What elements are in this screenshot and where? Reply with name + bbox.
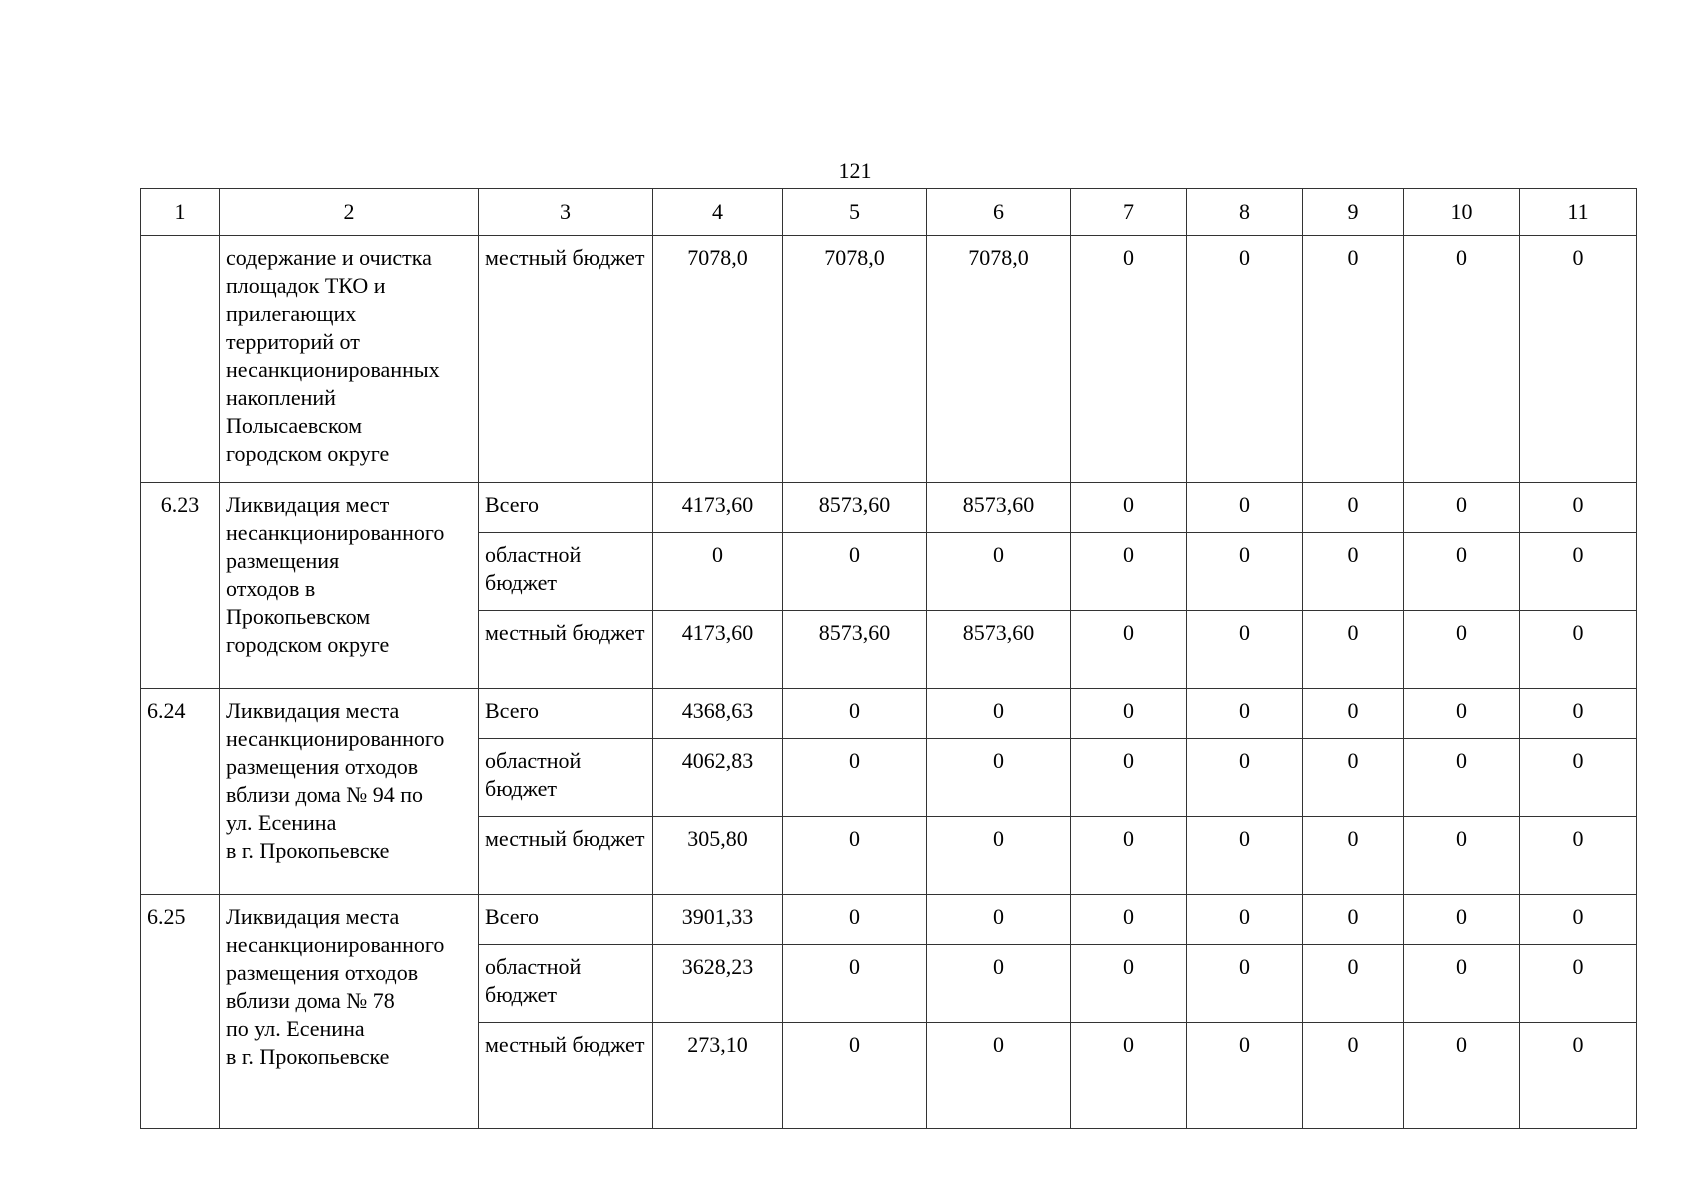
funding-source: областной бюджет <box>479 739 653 817</box>
value-cell: 8573,60 <box>927 611 1071 689</box>
row-name-line: отходов в <box>226 576 316 601</box>
value-cell: 0 <box>783 895 927 945</box>
header-cell: 6 <box>927 189 1071 236</box>
row-name-line: размещения отходов <box>226 754 419 779</box>
row-name-line: Ликвидация места <box>226 698 400 723</box>
value-cell: 0 <box>1187 611 1303 689</box>
value-cell: 0 <box>1303 236 1404 483</box>
value-cell: 0 <box>783 739 927 817</box>
value-cell: 0 <box>1187 689 1303 739</box>
value-cell: 0 <box>1303 739 1404 817</box>
value-cell: 0 <box>1071 1023 1187 1129</box>
row-name-line: городском округе <box>226 441 390 466</box>
value-cell: 0 <box>783 689 927 739</box>
value-cell: 0 <box>783 817 927 895</box>
row-name-line: Ликвидация мест <box>226 492 390 517</box>
page-number: 121 <box>838 158 872 183</box>
row-code: 6.25 <box>141 895 220 1129</box>
value-cell: 3901,33 <box>653 895 783 945</box>
value-cell: 3628,23 <box>653 945 783 1023</box>
row-name-line: размещения отходов <box>226 960 419 985</box>
value-cell: 0 <box>1303 611 1404 689</box>
value-cell: 7078,0 <box>783 236 927 483</box>
value-cell: 0 <box>1303 945 1404 1023</box>
funding-source: местный бюджет <box>479 236 653 483</box>
value-cell: 0 <box>1404 1023 1520 1129</box>
budget-table <box>140 188 1637 1129</box>
value-cell: 4368,63 <box>653 689 783 739</box>
value-cell: 0 <box>1071 817 1187 895</box>
row-name <box>220 689 479 895</box>
header-cell: 10 <box>1404 189 1520 236</box>
value-cell: 0 <box>1187 483 1303 533</box>
row-name-line: несанкционированных <box>226 357 440 382</box>
row-name-line: Ликвидация места <box>226 904 400 929</box>
header-cell: 4 <box>653 189 783 236</box>
row-name-line: прилегающих <box>226 301 357 326</box>
value-cell: 0 <box>783 1023 927 1129</box>
value-cell: 0 <box>1404 236 1520 483</box>
value-cell: 4173,60 <box>653 611 783 689</box>
value-cell: 0 <box>1520 817 1637 895</box>
row-name-line: ул. Есенина <box>226 810 337 835</box>
row-name-line: Полысаевском <box>226 413 363 438</box>
value-cell: 0 <box>1303 817 1404 895</box>
header-cell: 1 <box>141 189 220 236</box>
value-cell: 4173,60 <box>653 483 783 533</box>
funding-source: Всего <box>479 689 653 739</box>
row-name-line: вблизи дома № 94 по <box>226 782 424 807</box>
value-cell: 0 <box>1187 817 1303 895</box>
table-row <box>141 483 1637 533</box>
value-cell: 8573,60 <box>783 611 927 689</box>
value-cell: 0 <box>1071 483 1187 533</box>
value-cell: 0 <box>1187 895 1303 945</box>
header-cell: 8 <box>1187 189 1303 236</box>
value-cell: 0 <box>1404 611 1520 689</box>
value-cell: 0 <box>1071 533 1187 611</box>
value-cell: 0 <box>1520 945 1637 1023</box>
row-name-line: содержание и очистка <box>226 245 432 270</box>
value-cell: 0 <box>1520 236 1637 483</box>
row-name-line: площадок ТКО и <box>226 273 386 298</box>
value-cell: 0 <box>1187 945 1303 1023</box>
table-row <box>141 236 1637 483</box>
header-cell: 5 <box>783 189 927 236</box>
value-cell: 0 <box>1303 895 1404 945</box>
row-name <box>220 236 479 483</box>
value-cell: 0 <box>783 945 927 1023</box>
value-cell: 305,80 <box>653 817 783 895</box>
value-cell: 0 <box>1071 895 1187 945</box>
value-cell: 0 <box>1303 533 1404 611</box>
value-cell: 0 <box>1404 483 1520 533</box>
value-cell: 0 <box>1303 689 1404 739</box>
funding-source: Всего <box>479 483 653 533</box>
value-cell: 0 <box>927 533 1071 611</box>
header-cell: 7 <box>1071 189 1187 236</box>
value-cell: 0 <box>927 1023 1071 1129</box>
funding-source: областной бюджет <box>479 533 653 611</box>
value-cell: 7078,0 <box>927 236 1071 483</box>
header-cell: 2 <box>220 189 479 236</box>
value-cell: 0 <box>1404 895 1520 945</box>
value-cell: 0 <box>1520 739 1637 817</box>
value-cell: 0 <box>927 689 1071 739</box>
value-cell: 0 <box>927 739 1071 817</box>
value-cell: 0 <box>1071 611 1187 689</box>
value-cell: 8573,60 <box>783 483 927 533</box>
row-name-line: несанкционированного <box>226 932 445 957</box>
row-name-line: в г. Прокопьевске <box>226 838 390 863</box>
value-cell: 0 <box>1404 739 1520 817</box>
value-cell: 0 <box>1303 1023 1404 1129</box>
value-cell: 0 <box>1520 533 1637 611</box>
value-cell: 0 <box>1404 817 1520 895</box>
value-cell: 0 <box>1520 483 1637 533</box>
header-row <box>141 189 1637 236</box>
row-name <box>220 483 479 689</box>
row-name-line: накоплений <box>226 385 336 410</box>
row-name-line: городском округе <box>226 632 390 657</box>
row-name <box>220 895 479 1129</box>
value-cell: 0 <box>1520 689 1637 739</box>
value-cell: 0 <box>1071 236 1187 483</box>
table-row <box>141 895 1637 945</box>
row-name-line: вблизи дома № 78 <box>226 988 395 1013</box>
value-cell: 0 <box>783 533 927 611</box>
funding-source: областной бюджет <box>479 945 653 1023</box>
funding-source: местный бюджет <box>479 611 653 689</box>
value-cell: 0 <box>927 895 1071 945</box>
value-cell: 4062,83 <box>653 739 783 817</box>
value-cell: 0 <box>1520 611 1637 689</box>
header-cell: 9 <box>1303 189 1404 236</box>
row-name-line: в г. Прокопьевске <box>226 1044 390 1069</box>
row-code <box>141 236 220 483</box>
value-cell: 0 <box>1187 1023 1303 1129</box>
value-cell: 0 <box>927 817 1071 895</box>
value-cell: 273,10 <box>653 1023 783 1129</box>
header-cell: 11 <box>1520 189 1637 236</box>
row-name-line: несанкционированного <box>226 726 445 751</box>
value-cell: 0 <box>1187 739 1303 817</box>
value-cell: 0 <box>1520 895 1637 945</box>
value-cell: 0 <box>653 533 783 611</box>
table-row <box>141 689 1637 739</box>
value-cell: 7078,0 <box>653 236 783 483</box>
value-cell: 0 <box>1404 689 1520 739</box>
funding-source: местный бюджет <box>479 1023 653 1129</box>
value-cell: 0 <box>1520 1023 1637 1129</box>
row-name-line: по ул. Есенина <box>226 1016 365 1041</box>
row-name-line: размещения <box>226 548 340 573</box>
value-cell: 0 <box>1303 483 1404 533</box>
row-name-line: несанкционированного <box>226 520 445 545</box>
row-name-line: территорий от <box>226 329 360 354</box>
header-cell: 3 <box>479 189 653 236</box>
row-name-line: Прокопьевском <box>226 604 371 629</box>
funding-source: местный бюджет <box>479 817 653 895</box>
value-cell: 0 <box>1404 945 1520 1023</box>
value-cell: 0 <box>1187 533 1303 611</box>
value-cell: 0 <box>1071 739 1187 817</box>
value-cell: 0 <box>1187 236 1303 483</box>
value-cell: 8573,60 <box>927 483 1071 533</box>
funding-source: Всего <box>479 895 653 945</box>
value-cell: 0 <box>1071 689 1187 739</box>
row-code: 6.24 <box>141 689 220 895</box>
value-cell: 0 <box>1071 945 1187 1023</box>
row-code: 6.23 <box>141 483 220 689</box>
value-cell: 0 <box>1404 533 1520 611</box>
value-cell: 0 <box>927 945 1071 1023</box>
